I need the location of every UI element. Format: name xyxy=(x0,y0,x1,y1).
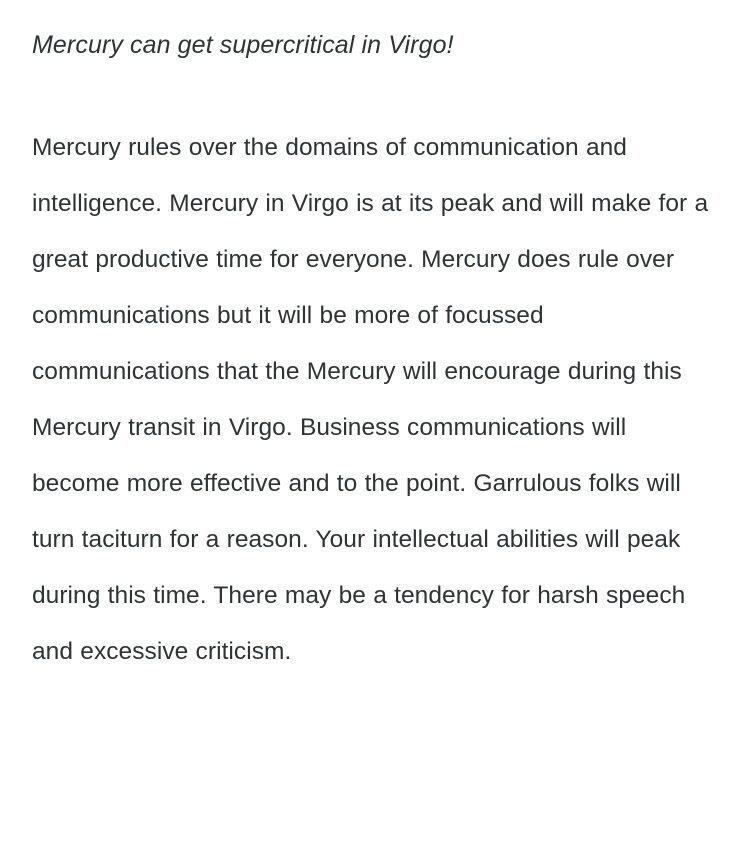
article-body-paragraph: Mercury rules over the domains of communication and intelligence. Mercury in Virgo is at its peak and will make for a great productive time for everyone. Mercury does rule over communications but it will be more of focussed communications that the Mercury will encourage during this Mercury transit in Virgo. Business communications will become more effective and to the point. Garrulous folks will turn taciturn for a reason. Your intellectual abilities will peak during this time. There may be a tendency for harsh speech and excessive criticism. xyxy=(32,134,709,665)
article-heading: Mercury can get supercritical in Virgo! xyxy=(32,31,454,59)
